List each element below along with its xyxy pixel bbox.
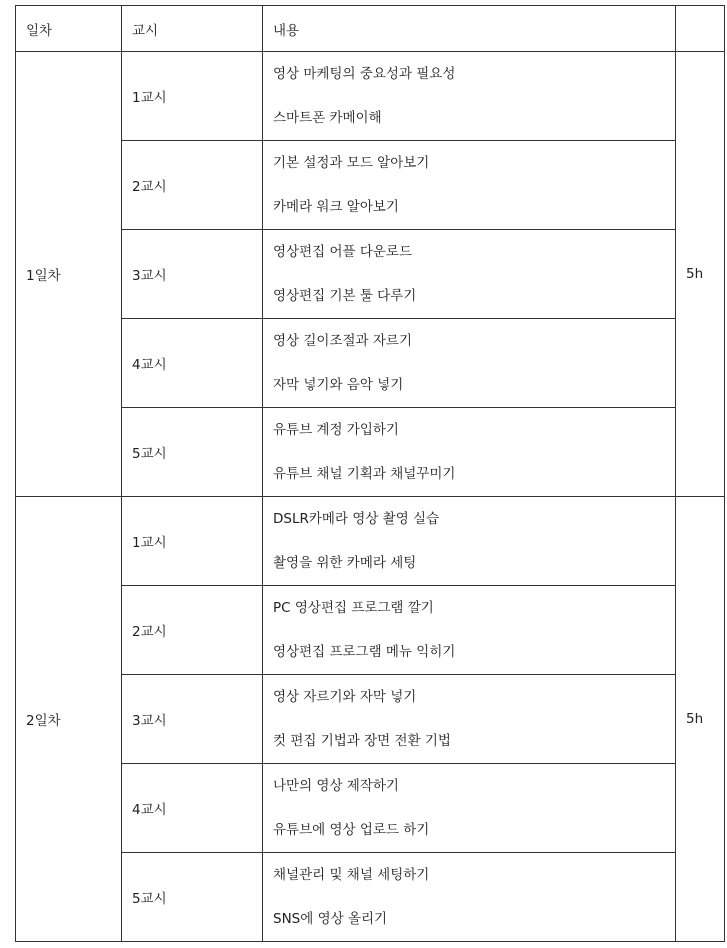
content-cell (263, 52, 676, 141)
content-line: SNS에 영상 올리기 (273, 911, 388, 927)
period-cell: 3교시 (122, 675, 263, 764)
header-content: 내용 (263, 6, 676, 52)
content-line: 영상편집 프로그램 메뉴 익히기 (273, 644, 456, 660)
period-cell: 4교시 (122, 764, 263, 853)
table-row (16, 497, 725, 586)
content-line: 영상 마케팅의 중요성과 필요성 (273, 66, 456, 82)
content-cell (263, 141, 676, 230)
schedule-table (15, 5, 725, 942)
content-line: 스마트폰 카메이해 (273, 110, 382, 126)
period-cell: 2교시 (122, 586, 263, 675)
period-cell: 4교시 (122, 319, 263, 408)
header-period: 교시 (122, 6, 263, 52)
table-row (16, 141, 725, 230)
content-line: DSLR카메라 영상 촬영 실습 (273, 511, 440, 527)
schedule-body (16, 52, 725, 942)
content-line: 나만의 영상 제작하기 (273, 778, 399, 794)
period-cell: 1교시 (122, 52, 263, 141)
table-row (16, 675, 725, 764)
content-cell (263, 319, 676, 408)
content-line: 영상편집 기본 툴 다루기 (273, 288, 417, 304)
content-cell (263, 586, 676, 675)
content-cell (263, 408, 676, 497)
table-row (16, 408, 725, 497)
content-line: PC 영상편집 프로그램 깔기 (273, 600, 434, 616)
table-row (16, 764, 725, 853)
content-cell (263, 853, 676, 942)
day-cell: 2일차 (16, 497, 122, 942)
period-cell: 2교시 (122, 141, 263, 230)
period-cell: 3교시 (122, 230, 263, 319)
period-cell: 1교시 (122, 497, 263, 586)
content-line: 영상편집 어플 다운로드 (273, 244, 412, 260)
period-cell: 5교시 (122, 853, 263, 942)
content-line: 컷 편집 기법과 장면 전환 기법 (273, 733, 451, 749)
header-hours (676, 6, 725, 52)
content-cell (263, 764, 676, 853)
hours-cell: 5h (676, 497, 725, 942)
content-cell (263, 230, 676, 319)
content-line: 채널관리 및 채널 세팅하기 (273, 867, 430, 883)
content-line: 영상 자르기와 자막 넣기 (273, 689, 417, 705)
content-cell (263, 675, 676, 764)
header-day: 일차 (16, 6, 122, 52)
content-line: 기본 설정과 모드 알아보기 (273, 155, 430, 171)
content-line: 유튜브 계정 가입하기 (273, 422, 399, 438)
content-line: 유튜브 채널 기획과 채널꾸미기 (273, 466, 456, 482)
table-row (16, 230, 725, 319)
content-line: 카메라 워크 알아보기 (273, 199, 399, 215)
table-row (16, 586, 725, 675)
table-row (16, 52, 725, 141)
content-cell (263, 497, 676, 586)
period-cell: 5교시 (122, 408, 263, 497)
table-row (16, 319, 725, 408)
content-line: 유튜브에 영상 업로드 하기 (273, 822, 430, 838)
content-line: 자막 넣기와 음악 넣기 (273, 377, 404, 393)
content-line: 영상 길이조절과 자르기 (273, 333, 412, 349)
table-row (16, 853, 725, 942)
hours-cell: 5h (676, 52, 725, 497)
header-row (16, 6, 725, 52)
day-cell: 1일차 (16, 52, 122, 497)
content-line: 촬영을 위한 카메라 세팅 (273, 555, 417, 571)
